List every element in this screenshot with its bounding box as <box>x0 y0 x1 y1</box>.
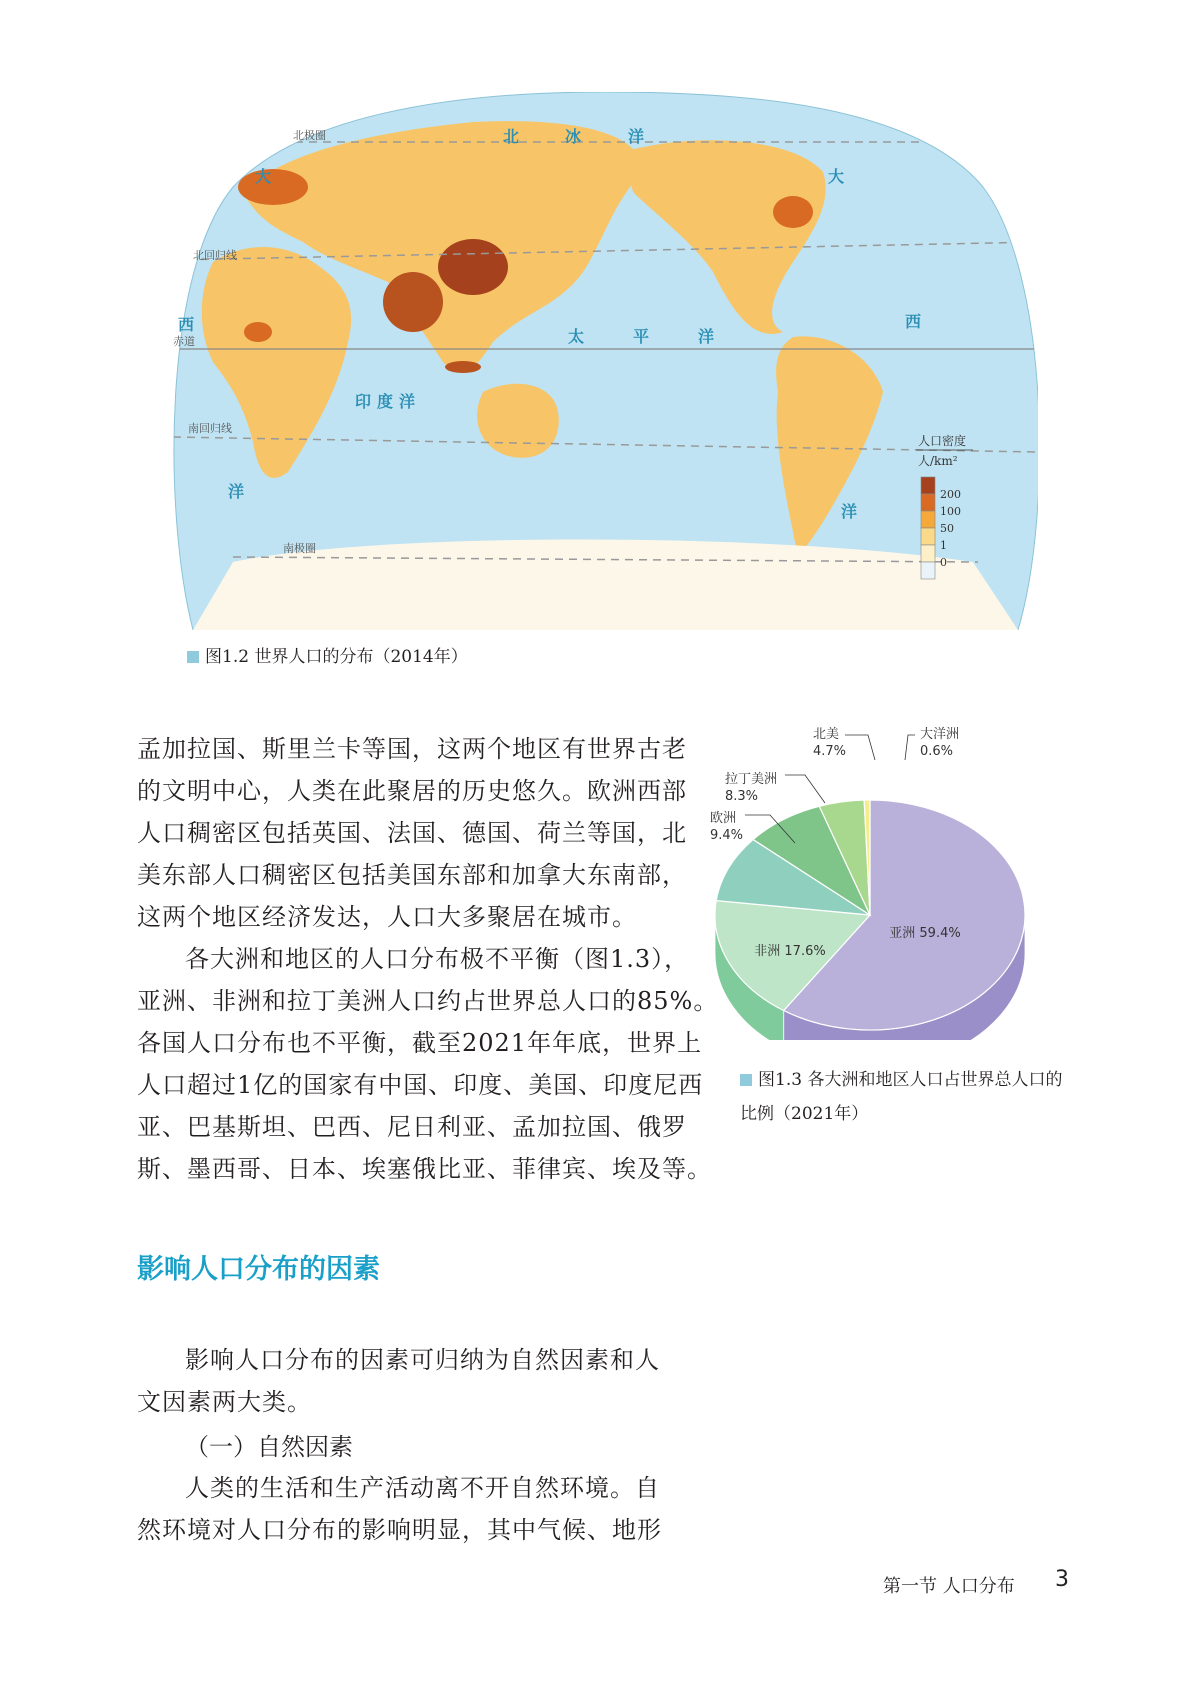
caption-marker-icon <box>187 651 199 663</box>
dense-south-asia <box>383 272 443 332</box>
page-number: 3 <box>1055 1567 1069 1592</box>
text-line: 这两个地区经济发达，人口大多聚居在城市。 <box>137 903 637 931</box>
map-caption <box>187 642 468 667</box>
text-line: 的文明中心，人类在此聚居的历史悠久。欧洲西部 <box>137 777 687 805</box>
legend-tick-label: 1 <box>940 539 947 552</box>
world-population-map <box>173 92 1038 630</box>
legend-swatch <box>921 477 935 494</box>
text-line: 孟加拉国、斯里兰卡等国，这两个地区有世界古老 <box>137 735 687 763</box>
dense-europe <box>238 169 308 205</box>
pie-leader-line <box>845 735 875 760</box>
pie-caption-line-2: 比例（2021年） <box>740 1104 869 1124</box>
legend-tick-label: 200 <box>940 488 961 501</box>
sub-heading: （一）自然因素 <box>185 1433 353 1461</box>
dense-nigeria <box>244 322 272 342</box>
legend-title: 人口密度 <box>918 434 967 448</box>
legend-tick-label: 0 <box>940 556 947 569</box>
text-line: 各国人口分布也不平衡，截至2021年年底，世界上 <box>137 1029 703 1057</box>
text-line: 亚、巴基斯坦、巴西、尼日利亚、孟加拉国、俄罗 <box>137 1113 687 1141</box>
dense-java <box>445 361 481 373</box>
pie-data-label: 北美 <box>813 727 840 742</box>
dense-china <box>438 239 508 295</box>
antarctica-landmass <box>193 540 1018 631</box>
arctic-circle-label: 北极圈 <box>293 129 326 142</box>
ocean-label-atlantic-right-2: 西 <box>905 312 922 331</box>
pie-data-label: 9.4% <box>710 828 744 843</box>
equator-label: 赤道 <box>173 335 195 348</box>
pie-data-label: 大洋洲 <box>920 727 960 742</box>
legend-swatch <box>921 562 935 579</box>
ocean-label-atlantic-right-1: 大 <box>828 167 845 186</box>
pie-svg <box>690 710 1100 1040</box>
text-line: 人口超过1亿的国家有中国、印度、美国、印度尼西 <box>137 1071 704 1099</box>
pie-data-label: 4.7% <box>813 744 847 759</box>
ocean-label-indian: 印度洋 <box>355 392 422 411</box>
dense-us-east <box>773 196 813 228</box>
legend-tick-label: 50 <box>940 522 954 535</box>
legend-swatch <box>921 528 935 545</box>
legend-swatch <box>921 494 935 511</box>
footer-section-title: 第一节 人口分布 <box>883 1576 1015 1597</box>
ocean-label-arctic-3: 洋 <box>628 127 645 146</box>
pie-leader-line <box>785 775 825 803</box>
text-line: 亚洲、非洲和拉丁美洲人口约占世界总人口的85%。 <box>137 987 719 1015</box>
map-caption-text: 图1.2 世界人口的分布（2014年） <box>205 647 468 667</box>
paragraph-3 <box>137 1339 660 1423</box>
legend-swatch <box>921 545 935 562</box>
ocean-label-pacific-2: 平 <box>633 327 650 346</box>
pie-caption-line-1: 图1.3 各大洲和地区人口占世界总人口的 <box>758 1070 1063 1090</box>
tropic-cancer-label: 北回归线 <box>193 249 237 262</box>
paragraph-4 <box>137 1467 662 1551</box>
legend-tick-label: 100 <box>940 505 961 518</box>
text-line: 斯、墨西哥、日本、埃塞俄比亚、菲律宾、埃及等。 <box>137 1155 712 1183</box>
text-line: 文因素两大类。 <box>137 1388 312 1416</box>
ocean-label-arctic-2: 冰 <box>565 127 582 146</box>
pie-data-label: 拉丁美洲 <box>725 772 778 787</box>
pie-data-label: 0.6% <box>920 744 954 759</box>
ocean-label-atlantic-left-3: 洋 <box>228 482 245 501</box>
ocean-label-atlantic-right-3: 洋 <box>841 502 858 521</box>
pie-data-label: 欧洲 <box>710 811 737 826</box>
map-svg <box>173 92 1038 630</box>
section-heading: 影响人口分布的因素 <box>137 1254 380 1285</box>
ocean-label-pacific-3: 洋 <box>698 327 715 346</box>
ocean-label-atlantic-left-1: 大 <box>255 167 272 186</box>
text-line: 然环境对人口分布的影响明显，其中气候、地形 <box>137 1516 662 1544</box>
pie-caption <box>740 1063 1062 1131</box>
ocean-label-atlantic-left-2: 西 <box>178 315 195 334</box>
ocean-label-pacific-1: 太 <box>568 327 585 346</box>
pie-data-label: 非洲 17.6% <box>754 944 826 959</box>
pie-data-label: 亚洲 59.4% <box>889 926 961 941</box>
text-line: 美东部人口稠密区包括美国东部和加拿大东南部， <box>137 861 687 889</box>
paragraph-1 <box>137 728 687 938</box>
text-line: 各大洲和地区的人口分布极不平衡（图1.3）， <box>185 945 690 973</box>
text-line: 影响人口分布的因素可归纳为自然因素和人 <box>185 1346 660 1374</box>
text-line: 人类的生活和生产活动离不开自然环境。自 <box>185 1474 660 1502</box>
tropic-capricorn-label: 南回归线 <box>188 422 232 435</box>
caption-marker-icon <box>740 1074 752 1086</box>
paragraph-2 <box>137 938 718 1190</box>
antarctic-circle-label: 南极圈 <box>283 542 316 555</box>
legend-unit: 人/km² <box>918 454 958 468</box>
legend-swatch <box>921 511 935 528</box>
text-line: 人口稠密区包括英国、法国、德国、荷兰等国，北 <box>137 819 687 847</box>
ocean-label-arctic-1: 北 <box>503 127 520 146</box>
pie-data-label: 8.3% <box>725 789 759 804</box>
pie-leader-line <box>905 735 915 760</box>
continent-population-pie-chart <box>690 710 1100 1040</box>
